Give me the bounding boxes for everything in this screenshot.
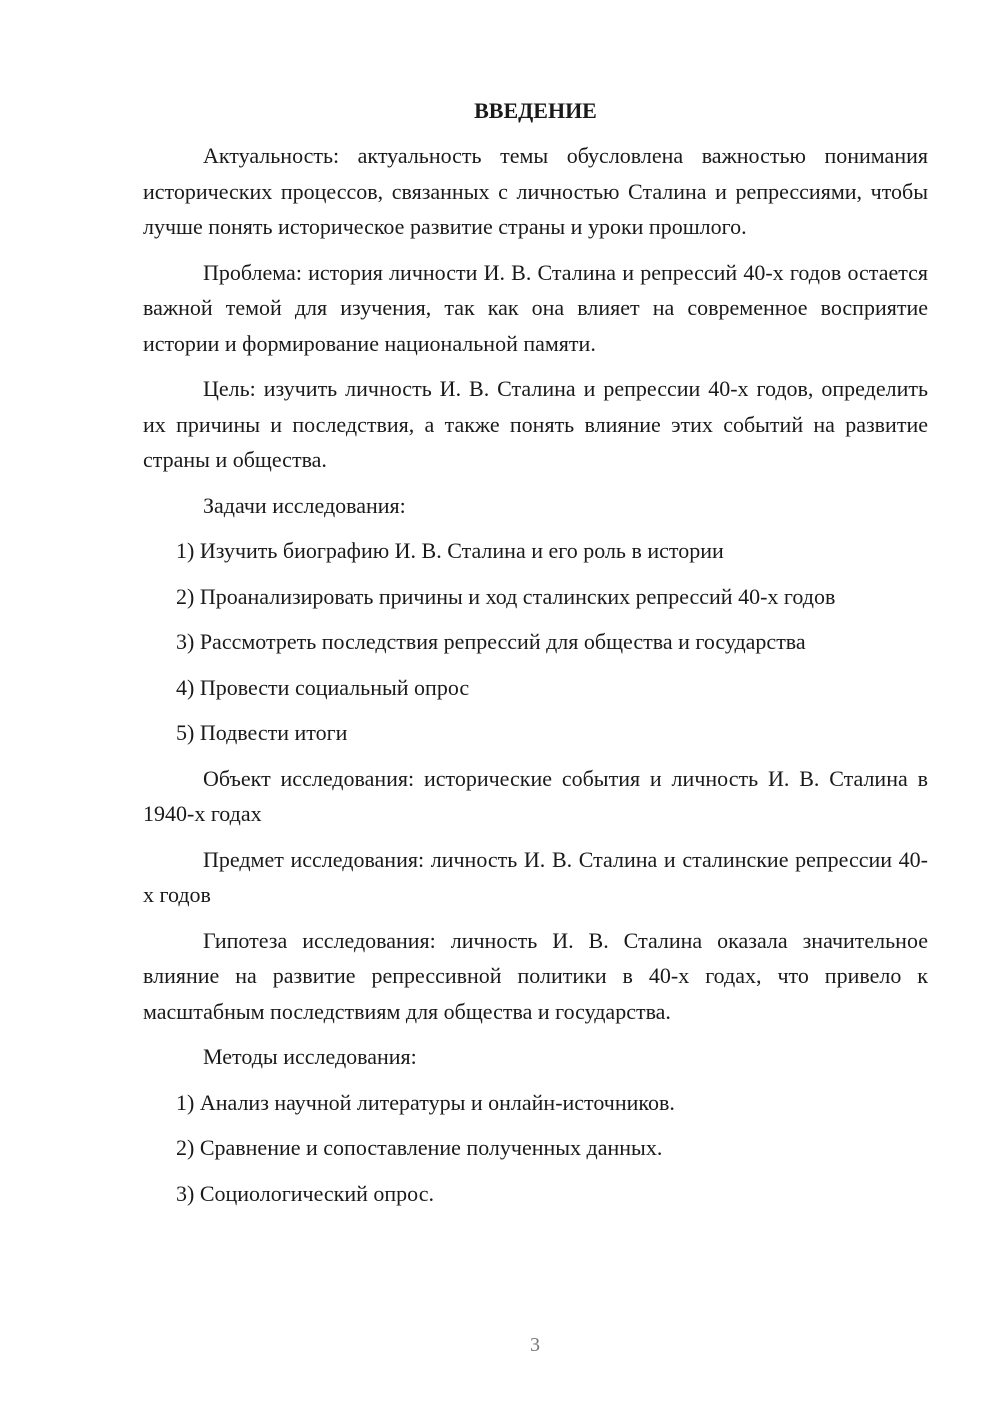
list-item: 2) Проанализировать причины и ход сталинских репрессий 40-х годов [176,583,836,609]
page-number: 3 [530,1334,540,1356]
list-item: 1) Изучить биографию И. В. Сталина и его роль в истории [176,538,724,563]
relevance-paragraph: Актуальность: актуальность темы обусловлена важностью понимания исторических процессов, связанных с личностью Сталина и репрессиями, чтобы лучше понять историческое развитие страны и уроки прошлого. [143,143,928,239]
subject-paragraph: Предмет исследования: личность И. В. Сталина и сталинские репрессии 40-х годов [143,846,928,907]
tasks-list [143,533,928,751]
list-item: 3) Рассмотреть последствия репрессий для общества и государства [176,629,806,654]
hypothesis-paragraph: Гипотеза исследования: личность И. В. Сталина оказала значительное влияние на развитие репрессивной политики в 40-х годах, что привело к масштабным последствиям для общества и государства. [143,927,928,1024]
object-paragraph: Объект исследования: исторические события и личность И. В. Сталина в 1940-х годах [143,765,928,826]
methods-list [143,1085,928,1212]
tasks-heading: Задачи исследования: [203,492,406,518]
page-content [143,96,928,1221]
list-item: 1) Анализ научной литературы и онлайн-источников. [176,1089,675,1115]
goal-paragraph: Цель: изучить личность И. В. Сталина и репрессии 40-х годов, определить их причины и последствия, а также понять влияние этих событий на развитие страны и общества. [143,376,928,472]
list-item: 3) Социологический опрос. [176,1180,434,1206]
methods-heading: Методы исследования: [203,1044,417,1069]
list-item: 5) Подвести итоги [176,720,348,745]
page-title: ВВЕДЕНИЕ [474,98,597,123]
list-item: 4) Провести социальный опрос [176,674,470,700]
problem-paragraph: Проблема: история личности И. В. Сталина и репрессий 40-х годов остается важной темой для изучения, так как она влияет на современное восприятие истории и формирование национальной памяти. [143,259,928,356]
list-item: 2) Сравнение и сопоставление полученных данных. [176,1135,663,1160]
